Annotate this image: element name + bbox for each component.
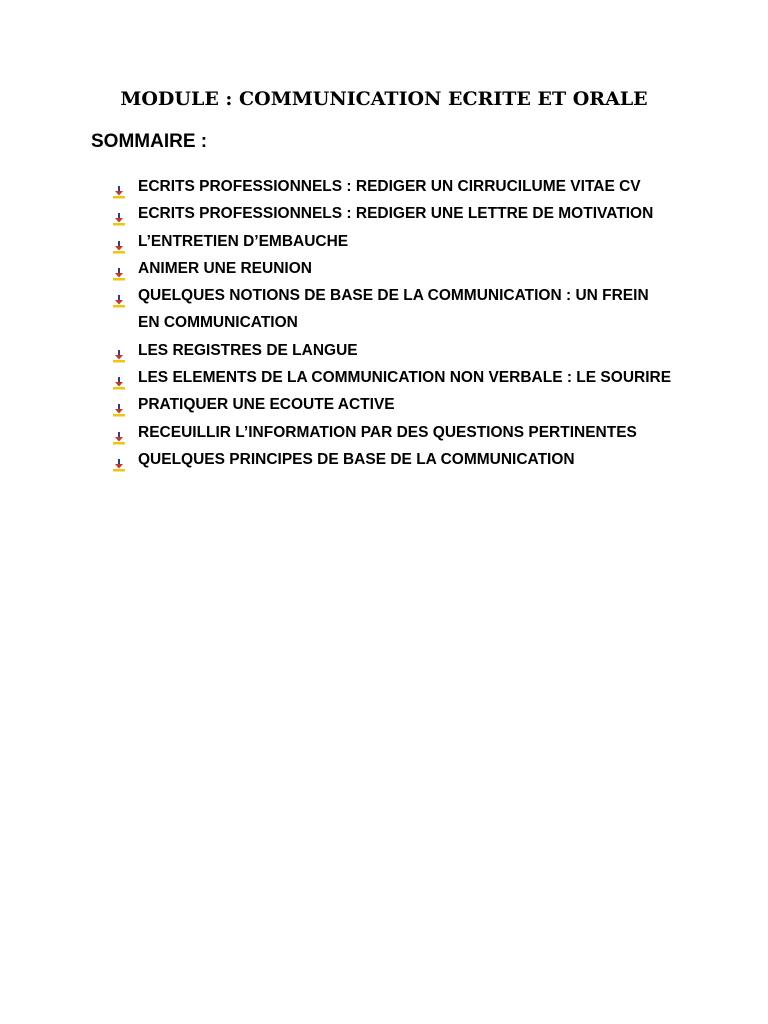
bullet-arrowhead-shape: [115, 218, 123, 223]
list-item-label: QUELQUES NOTIONS DE BASE DE LA COMMUNICATION : UN FREIN EN COMMUNICATION: [138, 287, 649, 332]
arrow-down-bullet-svg: [112, 241, 126, 254]
bullet-arrowhead-shape: [115, 355, 123, 360]
arrow-down-bullet-icon: [112, 208, 126, 221]
arrow-down-bullet-icon: [112, 427, 126, 440]
page-title: MODULE : COMMUNICATION ECRITE ET ORALE: [120, 88, 648, 110]
arrow-down-bullet-svg: [112, 377, 126, 390]
bullet-arrowhead-shape: [115, 437, 123, 442]
arrow-down-bullet-svg: [112, 350, 126, 363]
arrow-down-bullet-svg: [112, 432, 126, 445]
list-item: [112, 173, 672, 200]
bullet-base-shape: [113, 305, 125, 308]
bullet-base-shape: [113, 278, 125, 281]
arrow-down-bullet-icon: [112, 290, 126, 303]
list-item-label: LES ELEMENTS DE LA COMMUNICATION NON VERBALE : LE SOURIRE: [138, 369, 672, 387]
list-item: [112, 419, 672, 446]
arrow-down-bullet-icon: [112, 399, 126, 412]
list-item: [112, 364, 672, 391]
list-item: [112, 200, 672, 227]
list-item: [112, 446, 672, 473]
bullet-base-shape: [113, 360, 125, 363]
list-item-label: ECRITS PROFESSIONNELS : REDIGER UNE LETTRE DE MOTIVATION: [138, 205, 654, 223]
arrow-down-bullet-svg: [112, 268, 126, 281]
arrow-down-bullet-svg: [112, 459, 126, 472]
bullet-base-shape: [113, 387, 125, 390]
list-item-label: PRATIQUER UNE ECOUTE ACTIVE: [138, 396, 395, 414]
arrow-down-bullet-icon: [112, 181, 126, 194]
list-item-label: QUELQUES PRINCIPES DE BASE DE LA COMMUNICATION: [138, 450, 575, 468]
arrow-down-bullet-svg: [112, 295, 126, 308]
list-item: [112, 228, 672, 255]
list-item-label: ECRITS PROFESSIONNELS : REDIGER UN CIRRUCILUME VITAE CV: [138, 178, 641, 195]
list-item-label: LES REGISTRES DE LANGUE: [138, 341, 358, 359]
list-item: [112, 282, 672, 337]
table-of-contents: [112, 173, 672, 473]
arrow-down-bullet-icon: [112, 263, 126, 276]
arrow-down-bullet-svg: [112, 213, 126, 226]
bullet-base-shape: [113, 414, 125, 417]
arrow-down-bullet-icon: [112, 345, 126, 358]
list-item-label: RECEUILLIR L’INFORMATION PAR DES QUESTIONS PERTINENTES: [138, 423, 637, 441]
bullet-arrowhead-shape: [115, 382, 123, 387]
bullet-base-shape: [113, 223, 125, 226]
bullet-arrowhead-shape: [115, 409, 123, 414]
arrow-down-bullet-svg: [112, 186, 126, 199]
bullet-arrowhead-shape: [115, 191, 123, 196]
arrow-down-bullet-svg: [112, 404, 126, 417]
bullet-base-shape: [113, 196, 125, 199]
bullet-base-shape: [113, 442, 125, 445]
bullet-base-shape: [113, 469, 125, 472]
list-item: [112, 255, 672, 282]
summary-heading: SOMMAIRE :: [91, 131, 208, 152]
bullet-arrowhead-shape: [115, 300, 123, 305]
bullet-arrowhead-shape: [115, 273, 123, 278]
bullet-arrowhead-shape: [115, 246, 123, 251]
list-item: [112, 337, 672, 364]
list-item: [112, 391, 672, 418]
list-item-label: L’ENTRETIEN D’EMBAUCHE: [138, 232, 349, 250]
arrow-down-bullet-icon: [112, 454, 126, 467]
list-item-label: ANIMER UNE REUNION: [138, 259, 312, 277]
bullet-arrowhead-shape: [115, 464, 123, 469]
arrow-down-bullet-icon: [112, 236, 126, 249]
bullet-base-shape: [113, 251, 125, 254]
arrow-down-bullet-icon: [112, 372, 126, 385]
